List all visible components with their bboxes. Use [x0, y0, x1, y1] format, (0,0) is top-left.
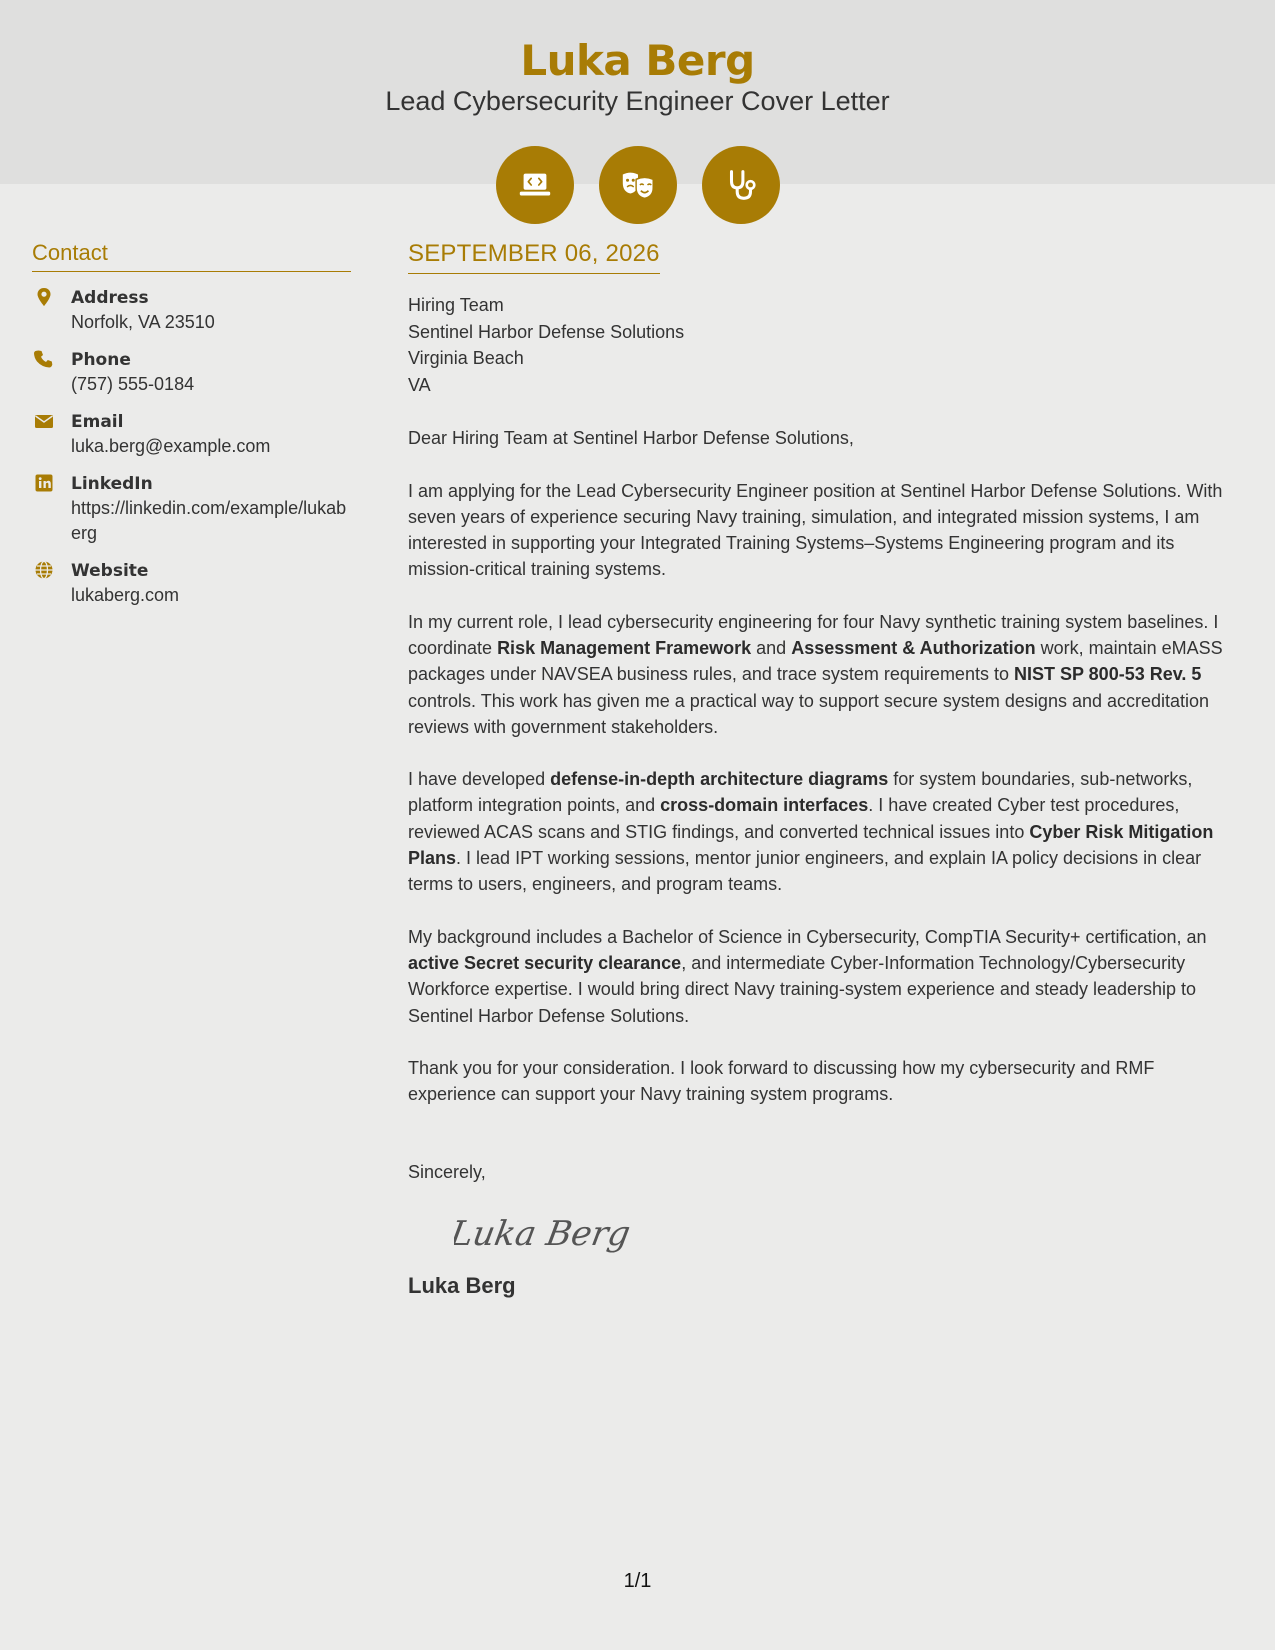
paragraph-text: I have developed — [408, 769, 551, 790]
contact-sidebar — [32, 240, 351, 608]
letter-date: SEPTEMBER 06, 2026 — [408, 240, 660, 274]
paragraph-text: for system boundaries, sub-networks, platform integration points, and — [408, 769, 1193, 816]
emphasized-phrase: NIST SP 800-53 Rev. 5 — [1013, 664, 1202, 685]
globe-icon — [34, 560, 54, 580]
contact-phone-label: Phone — [71, 350, 131, 370]
contact-email-label: Email — [71, 412, 124, 432]
letter-paragraph-3 — [408, 766, 1246, 897]
paragraph-text: Thank you for your consideration. I look forward to discussing how my cybersecurity and RMF experience can support your Navy training system programs. — [408, 1057, 1155, 1105]
contact-email — [32, 410, 351, 459]
paragraph-text: . I lead IPT working sessions, mentor junior engineers, and explain IA policy decisions in clear terms to users, engineers, and program teams. — [408, 848, 1202, 895]
laptop-code-icon — [496, 146, 574, 224]
contact-address — [32, 286, 351, 335]
stethoscope-icon — [702, 146, 780, 224]
svg-text:Luka Berg: Luka Berg — [454, 1214, 634, 1255]
emphasized-phrase: Assessment & Authorization — [791, 637, 1036, 658]
handwritten-signature — [454, 1203, 1246, 1263]
applicant-name: Luka Berg — [520, 36, 755, 85]
paragraph-text: In my current role, I lead cybersecurity engineering for four Navy synthetic training system baselines. I coordinate — [408, 611, 1219, 658]
paragraph-text: My background includes a Bachelor of Science in Cybersecurity, CompTIA Security+ certification, an — [408, 926, 1207, 947]
paragraph-text: controls. This work has given me a practical way to support secure system designs and accreditation reviews with government stakeholders. — [408, 690, 1210, 737]
paragraph-text: . I have created Cyber test procedures, reviewed ACAS scans and STIG findings, and converted technical issues into — [408, 795, 1180, 842]
recipient-line: VA — [408, 374, 431, 395]
contact-address-label: Address — [71, 288, 149, 308]
letter-body — [408, 240, 1246, 1299]
masks-theater-icon — [599, 146, 677, 224]
emphasized-phrase: cross-domain interfaces — [660, 795, 869, 816]
contact-email-value: luka.berg@example.com — [71, 436, 271, 456]
letter-paragraph-1 — [408, 478, 1246, 583]
emphasized-phrase: Risk Management Framework — [497, 637, 752, 658]
recipient-line: Sentinel Harbor Defense Solutions — [408, 321, 685, 342]
envelope-icon — [34, 411, 54, 431]
signer-name: Luka Berg — [408, 1273, 516, 1299]
location-pin-icon — [34, 287, 54, 307]
salutation: Dear Hiring Team at Sentinel Harbor Defense Solutions, — [408, 428, 854, 448]
paragraph-text: and — [751, 637, 792, 658]
contact-phone — [32, 348, 351, 397]
contact-website-label: Website — [71, 561, 149, 581]
emphasized-phrase: active Secret security clearance — [408, 952, 682, 973]
document-subtitle: Lead Cybersecurity Engineer Cover Letter — [385, 86, 890, 116]
contact-linkedin — [32, 472, 351, 546]
page-number: 1/1 — [623, 1570, 652, 1592]
contact-linkedin-value[interactable]: https://linkedin.com/example/lukaberg — [71, 498, 347, 543]
contact-section-title: Contact — [32, 240, 351, 272]
phone-icon — [34, 349, 54, 369]
recipient-line: Virginia Beach — [408, 348, 524, 368]
contact-address-value: Norfolk, VA 23510 — [71, 312, 215, 332]
recipient-block — [408, 292, 1246, 398]
letter-paragraph-2 — [408, 609, 1246, 740]
paragraph-text: work, maintain eMASS packages under NAVSEA business rules, and trace system requirements to — [408, 637, 1223, 685]
emphasized-phrase: Cyber Risk Mitigation Plans — [408, 821, 1214, 869]
contact-website-value[interactable]: lukaberg.com — [71, 585, 180, 605]
letter-paragraph-4 — [408, 924, 1246, 1029]
contact-linkedin-label: LinkedIn — [71, 474, 153, 494]
contact-website — [32, 559, 351, 608]
letter-paragraph-5 — [408, 1055, 1246, 1108]
emphasized-phrase: defense-in-depth architecture diagrams — [550, 769, 889, 790]
paragraph-text: , and intermediate Cyber-Information Technology/Cybersecurity Workforce expertise. I would bring direct Navy training-system experience and steady leadership to Sentinel Harbor Defense Solutions. — [408, 952, 1197, 1026]
recipient-line: Hiring Team — [408, 295, 504, 315]
closing: Sincerely, — [408, 1162, 486, 1183]
contact-phone-value: (757) 555-0184 — [71, 374, 195, 394]
letter-paragraphs — [408, 478, 1246, 1108]
header-icon-row — [0, 146, 1275, 224]
linkedin-icon — [34, 473, 54, 493]
paragraph-text: I am applying for the Lead Cybersecurity Engineer position at Sentinel Harbor Defense Solutions. With seven years of experience securing Navy training, simulation, and integrated mission systems, I am interested in supporting your Integrated Training Systems–Systems Engineering program and its mission-critical training systems. — [408, 480, 1223, 580]
